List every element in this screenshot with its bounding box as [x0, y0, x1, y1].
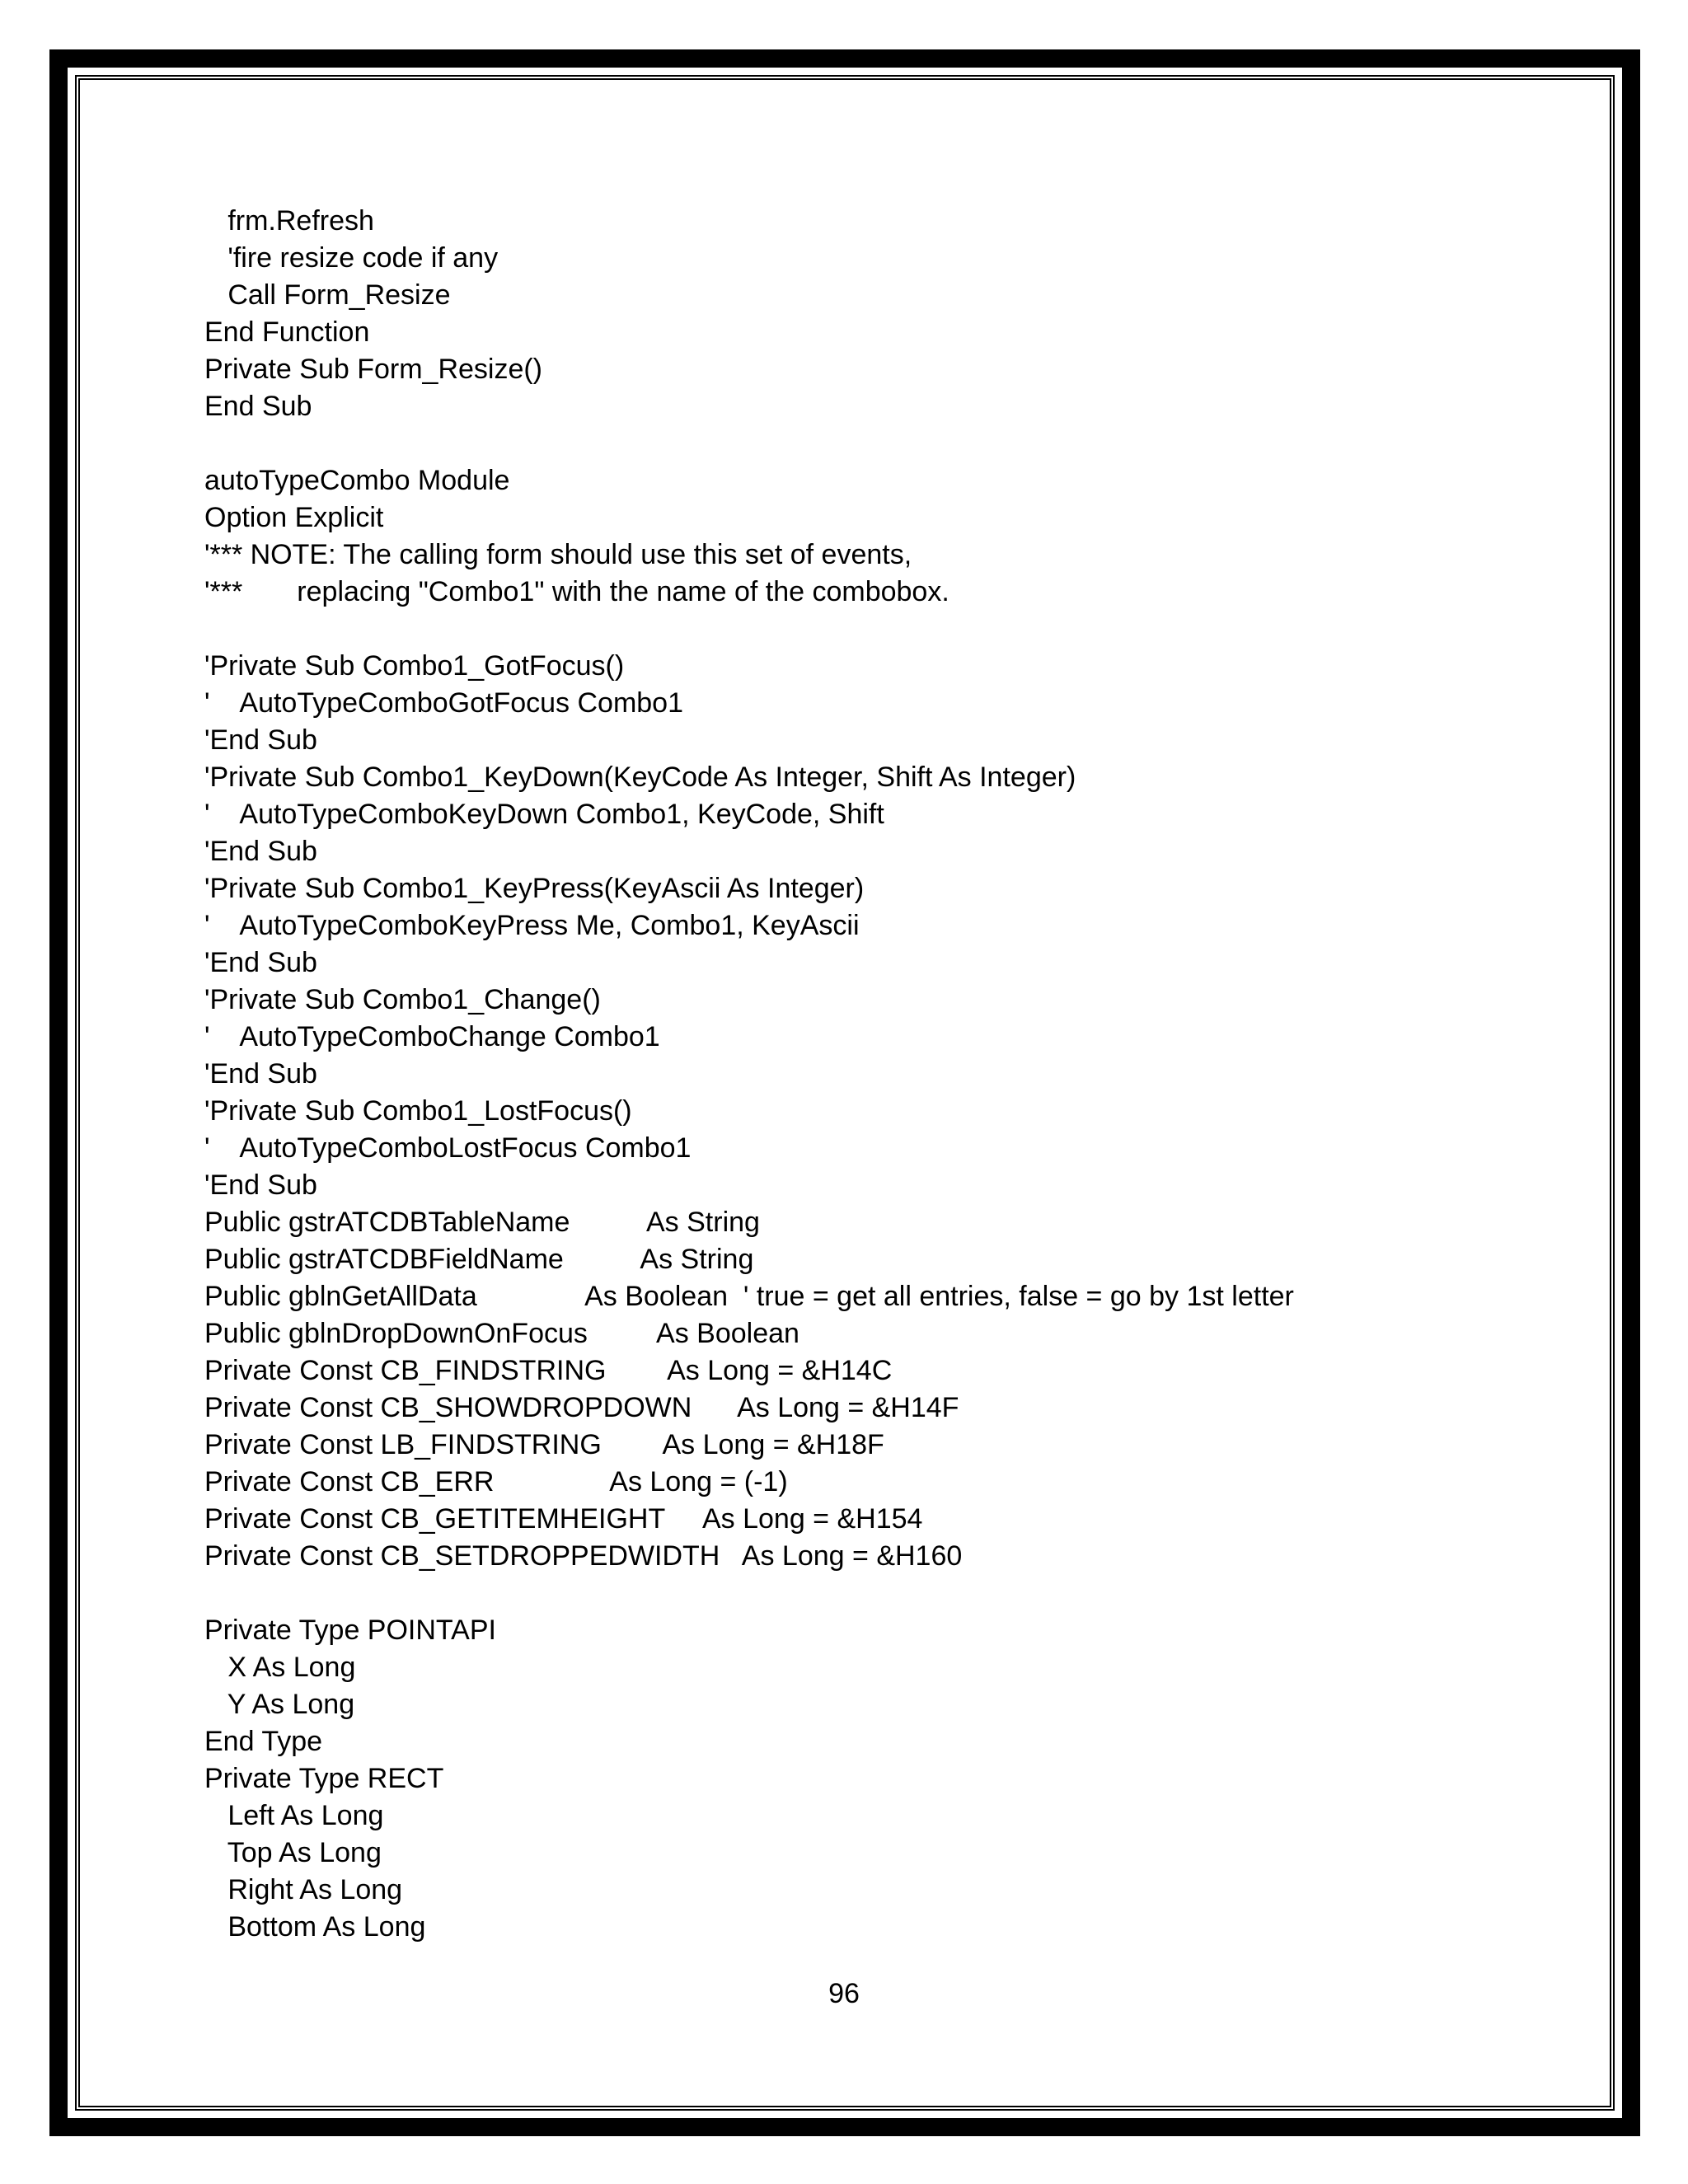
code-line: Left As Long	[204, 1800, 384, 1831]
code-line: Public gstrATCDBFieldName As String	[204, 1244, 754, 1275]
code-line: ' AutoTypeComboGotFocus Combo1	[204, 687, 684, 719]
code-line: Public gblnDropDownOnFocus As Boolean	[204, 1318, 799, 1349]
code-line: ' AutoTypeComboKeyPress Me, Combo1, KeyAscii	[204, 910, 860, 941]
code-line: 'End Sub	[204, 947, 317, 978]
code-line: X As Long	[204, 1652, 356, 1683]
code-line: Call Form_Resize	[204, 279, 451, 311]
code-line	[204, 425, 1523, 462]
code-line: Private Const CB_GETITEMHEIGHT As Long = &H154	[204, 1503, 923, 1535]
code-line	[204, 1575, 1523, 1612]
code-line: 'Private Sub Combo1_GotFocus()	[204, 650, 625, 682]
code-line: Private Const CB_SETDROPPEDWIDTH As Long = &H160	[204, 1540, 963, 1572]
code-line: 'Private Sub Combo1_Change()	[204, 984, 601, 1015]
code-line: 'End Sub	[204, 1058, 317, 1090]
code-line: Option Explicit	[204, 502, 384, 533]
code-line: 'End Sub	[204, 836, 317, 867]
code-line: Y As Long	[204, 1689, 355, 1720]
code-line: Right As Long	[204, 1874, 403, 1905]
code-line: ' AutoTypeComboChange Combo1	[204, 1021, 660, 1052]
code-line: ' AutoTypeComboLostFocus Combo1	[204, 1132, 692, 1164]
code-line: '*** replacing "Combo1" with the name of the combobox.	[204, 576, 950, 607]
code-line: frm.Refresh	[204, 205, 374, 237]
code-line: 'Private Sub Combo1_LostFocus()	[204, 1095, 632, 1127]
code-line: Private Type POINTAPI	[204, 1615, 496, 1646]
code-line: Private Sub Form_Resize()	[204, 354, 543, 385]
code-line: Private Const LB_FINDSTRING As Long = &H18F	[204, 1429, 884, 1460]
code-line: Private Const CB_FINDSTRING As Long = &H14C	[204, 1355, 893, 1386]
code-line: '*** NOTE: The calling form should use this set of events,	[204, 539, 912, 570]
code-line: End Function	[204, 316, 370, 348]
code-line: Private Const CB_SHOWDROPDOWN As Long = &H14F	[204, 1392, 959, 1423]
code-line: End Type	[204, 1726, 323, 1757]
code-listing	[204, 203, 1523, 1946]
code-line: Bottom As Long	[204, 1911, 426, 1943]
code-line: autoTypeCombo Module	[204, 465, 510, 496]
code-line: 'fire resize code if any	[204, 242, 499, 274]
code-line: Private Type RECT	[204, 1763, 444, 1794]
code-line: Public gstrATCDBTableName As String	[204, 1207, 760, 1238]
code-line	[204, 611, 1523, 648]
page-number: 96	[828, 1978, 860, 2009]
code-line: 'Private Sub Combo1_KeyDown(KeyCode As Integer, Shift As Integer)	[204, 762, 1076, 793]
code-line: ' AutoTypeComboKeyDown Combo1, KeyCode, Shift	[204, 799, 884, 830]
code-line: Top As Long	[204, 1837, 382, 1868]
code-line: End Sub	[204, 391, 312, 422]
code-line: 'End Sub	[204, 1169, 317, 1201]
code-line: Private Const CB_ERR As Long = (-1)	[204, 1466, 788, 1497]
code-line: Public gblnGetAllData As Boolean ' true = get all entries, false = go by 1st letter	[204, 1281, 1294, 1312]
code-line: 'End Sub	[204, 724, 317, 756]
code-line: 'Private Sub Combo1_KeyPress(KeyAscii As Integer)	[204, 873, 865, 904]
